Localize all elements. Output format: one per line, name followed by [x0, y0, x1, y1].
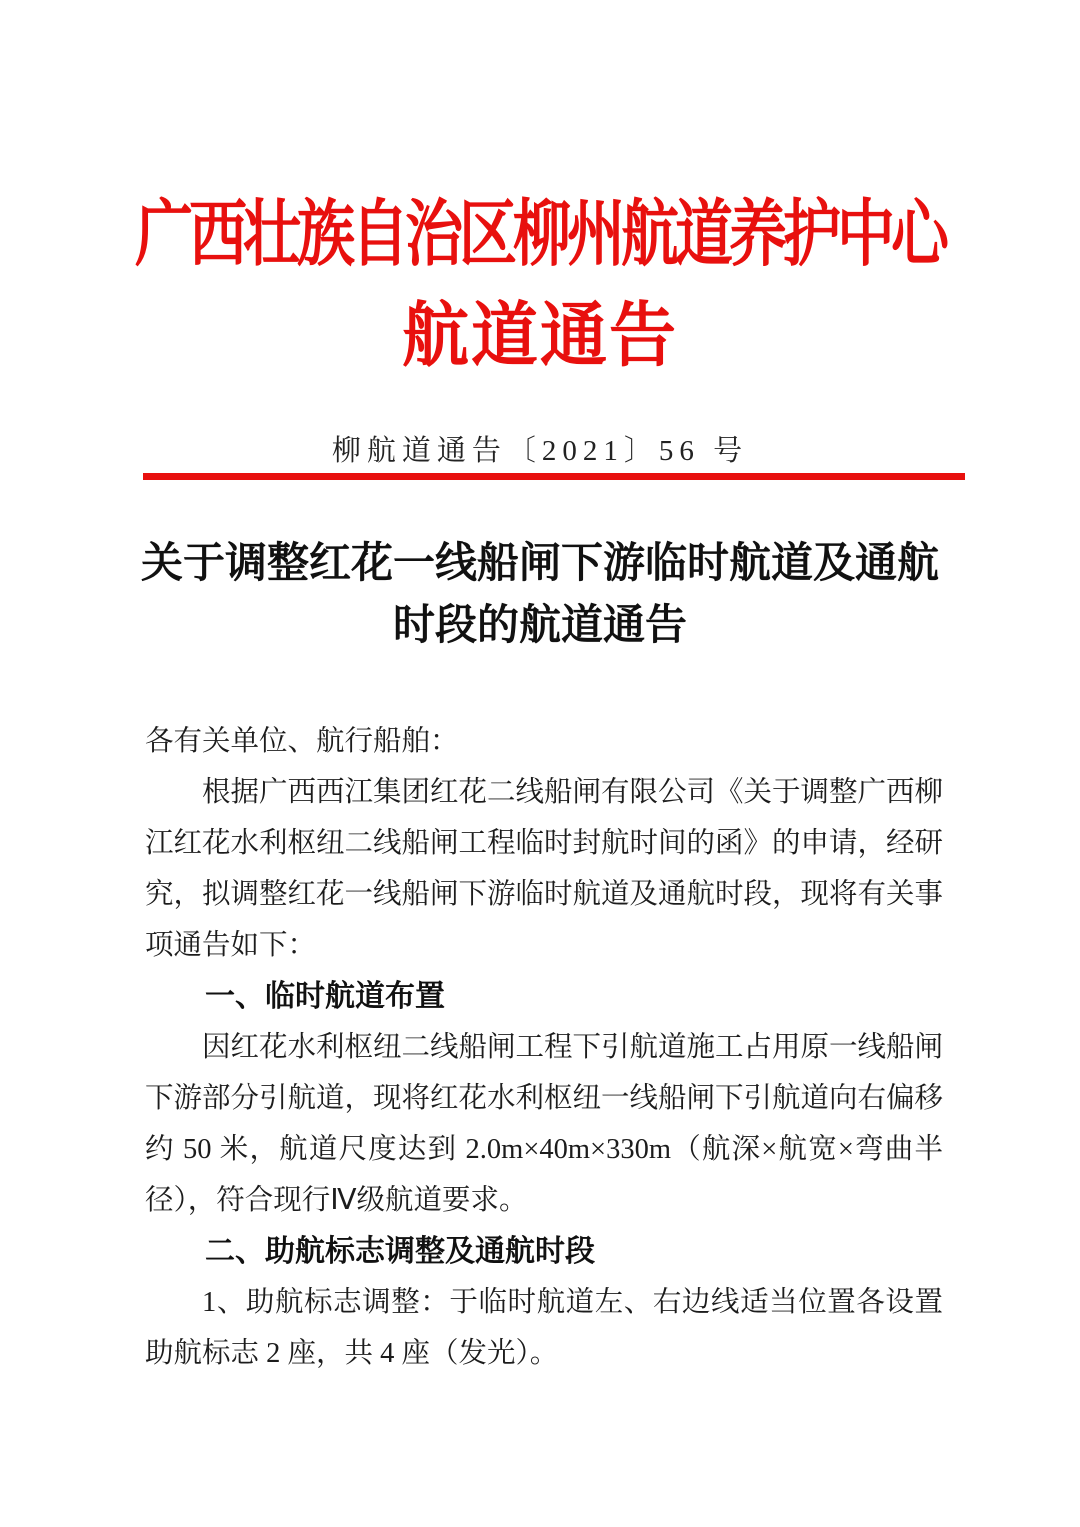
- salutation: 各有关单位、航行船舶：: [145, 726, 459, 757]
- notice-body: [145, 716, 943, 1379]
- section-heading-2: 二、助航标志调整及通航时段: [205, 1235, 595, 1268]
- red-divider-line: [143, 473, 965, 480]
- paragraph-basis: 根据广西西江集团红花二线船闸有限公司《关于调整广西柳江红花水利枢纽二线船闸工程临时封航时间的函》的申请，经研究，拟调整红花一线船闸下游临时航道及通航时段，现将有关事项通告如下：: [145, 777, 944, 961]
- section-heading-1: 一、临时航道布置: [205, 980, 445, 1013]
- notice-title-line1: 关于调整红花一线船闸下游临时航道及通航: [140, 541, 939, 587]
- notice-title: [135, 533, 945, 657]
- paragraph-channel-layout: 因红花水利枢纽二线船闸工程下引航道施工占用原一线船闸下游部分引航道，现将红花水利枢纽一线船闸下引航道向右偏移约 50 米，航道尺度达到 2.0m×40m×330m（航深×航宽×弯曲半径），符合现行Ⅳ级航道要求。: [145, 1032, 944, 1216]
- paragraph-navigation-marks: 1、助航标志调整：于临时航道左、右边线适当位置各设置助航标志 2 座，共 4 座（发光）。: [145, 1287, 943, 1369]
- notice-title-line2: 时段的航道通告: [392, 603, 687, 649]
- doc-number: 柳航道通告〔2021〕56 号: [331, 435, 749, 467]
- doc-type-title: 航道通告: [402, 297, 678, 376]
- org-title: 广西壮族自治区柳州航道养护中心: [134, 194, 945, 276]
